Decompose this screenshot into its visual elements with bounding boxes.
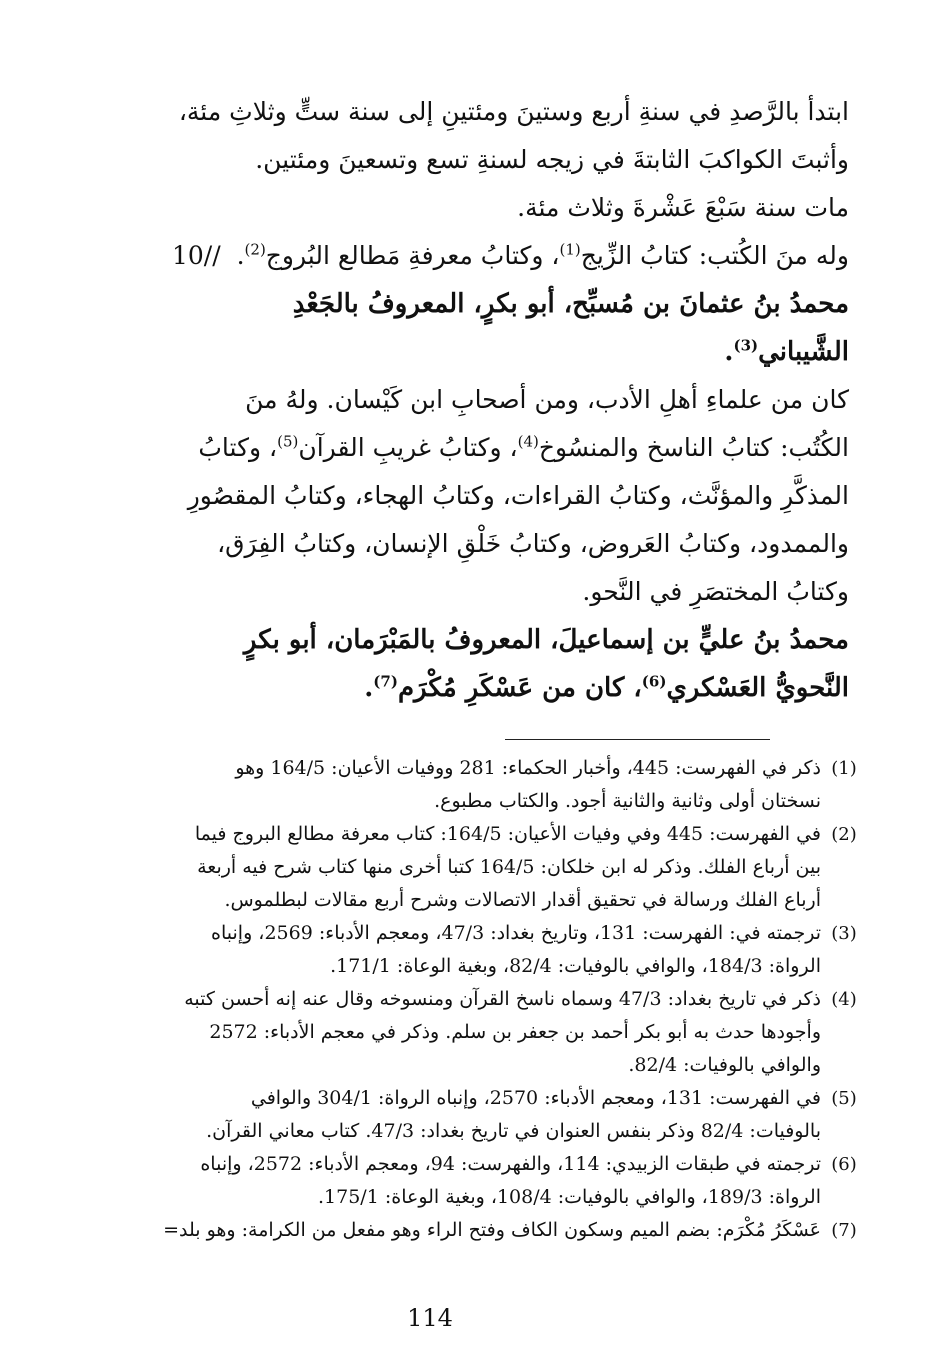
entry-heading-2: [50, 616, 849, 712]
footnote-ref-5[interactable]: (5): [277, 432, 299, 451]
text-line: وكتابُ المختصَرِ في النَّحو.: [582, 577, 849, 606]
footnote-line: بالوفيات: 82/4 وذكر بنفس العنوان في تاريخ بغداد: 47/3. كتاب معاني القرآن.: [206, 1120, 821, 1142]
text-line: وله منَ الكُتب: كتابُ الزِّيج$^{(1)}$، وكتابُ معرفةِ مَطالع البُروج$^{(2)}$. 10//: [172, 240, 849, 270]
text-line: النَّحويُّ العَسْكري$^{(6)}$، كان من عَسْكَرِ مُكْرَم$^{(7)}$.: [364, 672, 849, 703]
footnote-line: أرباع الفلك ورسالة في تحقيق أقدار الاتصالات وشرح أربع مقالات لبطلموس.: [224, 889, 821, 911]
footnote: [32, 752, 867, 818]
footnote: [32, 983, 867, 1082]
text-line: وأثبتَ الكواكبَ الثابتةَ في زيجه لسنةِ تسع وتسعينَ ومئتين.: [255, 145, 849, 174]
footnote-ref-2[interactable]: (2): [244, 240, 266, 259]
footnote-ref-6[interactable]: (6): [641, 672, 667, 691]
footnote-ref-7[interactable]: (7): [373, 672, 398, 691]
text-line: الشَّيباني$^{(3)}$.: [724, 336, 849, 367]
footnotes: [32, 752, 867, 1247]
page-marker: 10//: [172, 241, 221, 270]
entry-heading-1: [50, 280, 849, 376]
paragraph-1: [50, 88, 849, 184]
text-line: ابتدأ بالرَّصدِ في سنةِ أربع وستينَ ومئتينِ إلى سنة ستٍّ وثلاثِ مئة،: [178, 97, 849, 126]
footnote-number: (2): [831, 824, 857, 845]
main-text: [50, 88, 849, 712]
text-line: والممدود، وكتابُ العَروض، وكتابُ خَلْقِ الإنسان، وكتابُ الفِرَق،: [217, 529, 849, 558]
footnote-line: في الفهرست: 445 وفي وفيات الأعيان: 164/5: كتاب معرفة مطالع البروج فيما: [194, 823, 821, 845]
footnote: [32, 917, 867, 983]
footnote-line: ترجمته في: الفهرست: 131، وتاريخ بغداد: 47/3، ومعجم الأدباء: 2569، وإنباه: [211, 922, 821, 944]
footnote-number: (6): [831, 1154, 857, 1175]
text-line: محمدُ بنُ عليٍّ بن إسماعيلَ، المعروفُ بالمَبْرَمان، أبو بكرٍ: [243, 625, 849, 655]
paragraph-death: [50, 184, 849, 232]
footnote: [32, 1082, 867, 1148]
footnote-line: والوافي بالوفيات: 82/4.: [628, 1054, 821, 1076]
text-line: كان من علماءِ أهلِ الأدب، ومن أصحابِ ابن كَيْسان. ولهُ منَ: [245, 385, 849, 414]
paragraph-books: [50, 232, 849, 280]
footnote-line: بين أرباع الفلك. وذكر له ابن خلكان: 164/5 كتبا أخرى منها كتاب شرح فيه أربعة: [197, 856, 821, 878]
text-line: الكُتُب: كتابُ الناسخ والمنسُوخ$^{(4)}$، وكتابُ غريبِ القرآن$^{(5)}$، وكتابُ: [198, 432, 849, 462]
footnote-number: (5): [831, 1088, 857, 1109]
text-line: المذكَّرِ والمؤنَّث، وكتابُ القراءات، وكتابُ الهجاء، وكتابُ المقصُورِ: [187, 481, 849, 510]
footnote-ref-4[interactable]: (4): [517, 432, 539, 451]
footnote-line: ترجمته في طبقات الزبيدي: 114، والفهرست: 94، ومعجم الأدباء: 2572، وإنباه: [200, 1153, 821, 1175]
footnote-line: نسختان أولى وثانية والثانية أجود. والكتاب مطبوع.: [434, 790, 821, 812]
footnote-ref-3[interactable]: (3): [733, 336, 759, 355]
footnote-line: الرواة: 184/3، والوافي بالوفيات: 82/4، وبغية الوعاة: 171/1.: [330, 955, 821, 977]
footnote: [32, 1148, 867, 1214]
footnote-line: ذكر في تاريخ بغداد: 47/3 وسماه ناسخ القرآن ومنسوخه وقال عنه إنه أحسن كتبه: [184, 988, 821, 1010]
footnote-line: عَسْكَرُ مُكْرَم: بضم الميم وسكون الكاف وفتح الراء وهو مفعل من الكرامة: وهو بلد=: [163, 1219, 821, 1241]
footnote-number: (3): [831, 923, 857, 944]
paragraph-entry1-body: [50, 376, 849, 616]
footnote-number: (1): [831, 758, 857, 779]
footnote: [32, 1214, 867, 1247]
footnote-number: (4): [831, 989, 857, 1010]
footnote-separator: [505, 739, 770, 740]
footnote-ref-1[interactable]: (1): [559, 240, 581, 259]
footnote-line: وأجودها حدث به أبو بكر أحمد بن جعفر بن سلم. وذكر في معجم الأدباء: 2572: [209, 1021, 821, 1043]
footnote-line: ذكر في الفهرست: 445، وأخبار الحكماء: 281 ووفيات الأعيان: 164/5 وهو: [235, 757, 821, 779]
footnote: [32, 818, 867, 917]
footnote-number: (7): [831, 1220, 857, 1241]
page-number: 114: [407, 1304, 453, 1332]
text-line: محمدُ بنُ عثمانَ بن مُسبِّح، أبو بكرٍ، المعروفُ بالجَعْدِ: [292, 289, 849, 319]
footnote-line: الرواة: 189/3، والوافي بالوفيات: 108/4، وبغية الوعاة: 175/1.: [317, 1186, 821, 1208]
text-line: مات سنة سَبْعَ عَشْرةَ وثلاث مئة.: [517, 193, 849, 222]
footnote-line: في الفهرست: 131، ومعجم الأدباء: 2570، وإنباه الرواة: 304/1 والوافي: [250, 1087, 821, 1109]
